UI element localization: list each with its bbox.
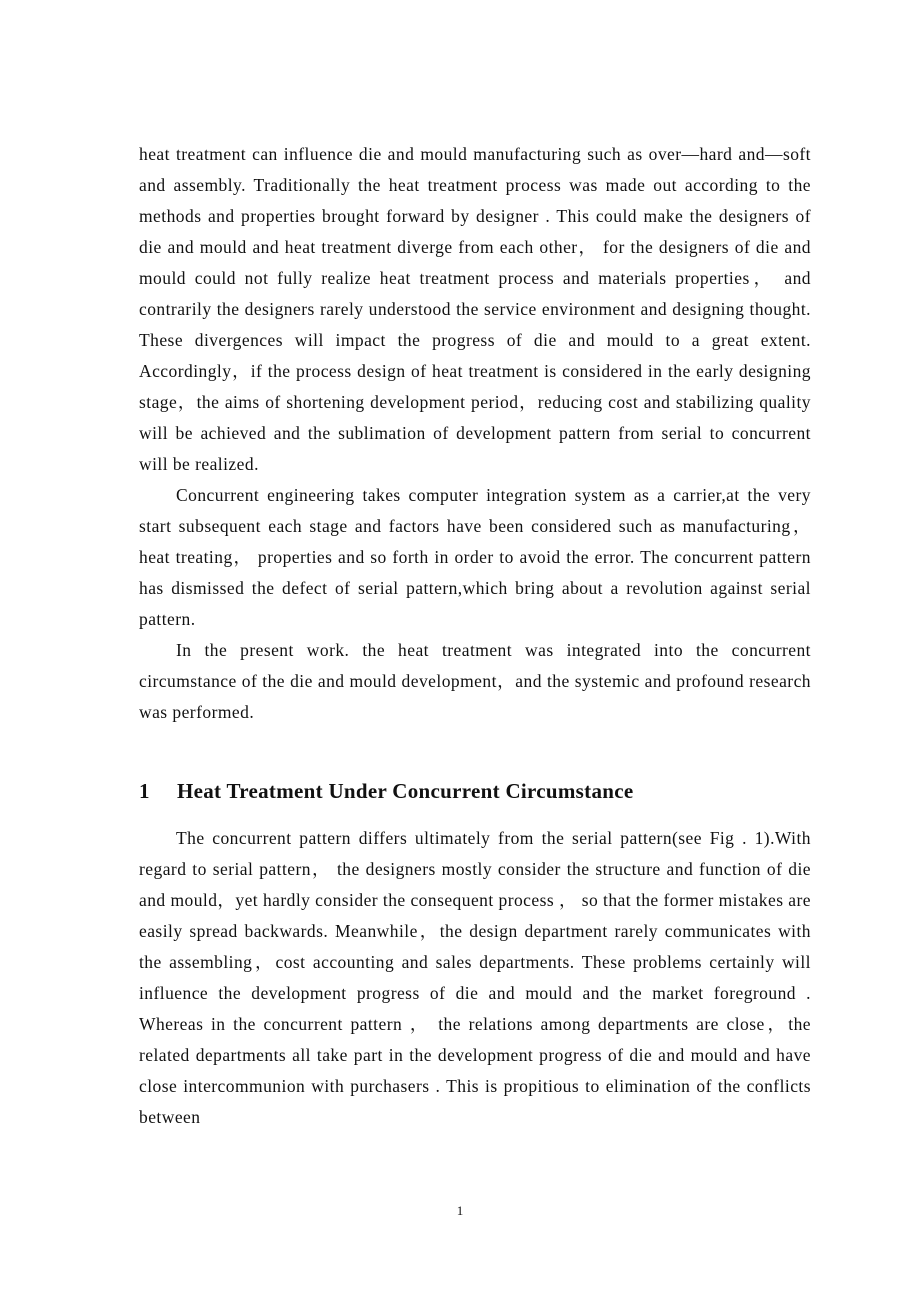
paragraph-concurrent-pattern: The concurrent pattern differs ultimately from the serial pattern(see Fig . 1).With regard to serial pattern， the designers mostly consider the structure and function of die and mould，yet hardly consider the consequent process ， so that the former mistakes are easily spread backwards. Meanwhile，the design department rarely communicates with the assembling，cost accounting and sales departments. These problems certainly will influence the development progress of die and mould and the market foreground . Whereas in the concurrent pattern ， the relations among departments are close，the related departments all take part in the development progress of die and mould and have close intercommunion with purchasers . This is propitious to elimination of the conflicts between xyxy=(139,828,811,1127)
section-number: 1 xyxy=(139,779,150,803)
paragraph-concurrent-engineering: Concurrent engineering takes computer integration system as a carrier,at the very start subsequent each stage and factors have been considered such as manufacturing， heat treating， properties and so forth in order to avoid the error. The concurrent pattern has dismissed the defect of serial pattern,which bring about a revolution against serial pattern. xyxy=(139,485,811,629)
page-number: 1 xyxy=(456,1203,464,1218)
section-heading xyxy=(139,759,811,823)
paragraph-heat-treatment-influence: heat treatment can influence die and mould manufacturing such as over—hard and—soft and assembly. Traditionally the heat treatment process was made out according to the methods and properties brought forward by designer . This could make the designers of die and mould and heat treatment diverge from each other， for the designers of die and mould could not fully realize heat treatment process and materials properties， and contrarily the designers rarely understood the service environment and designing thought. These divergences will impact the progress of die and mould to a great extent. Accordingly，if the process design of heat treatment is considered in the early designing stage，the aims of shortening development period，reducing cost and stabilizing quality will be achieved and the sublimation of development pattern from serial to concurrent will be realized. xyxy=(139,144,811,474)
page-body xyxy=(139,139,811,1133)
section-title: Heat Treatment Under Concurrent Circumstance xyxy=(177,779,634,803)
paragraph-present-work: In the present work. the heat treatment was integrated into the concurrent circumstance of the die and mould development，and the systemic and profound research was performed. xyxy=(139,640,811,722)
